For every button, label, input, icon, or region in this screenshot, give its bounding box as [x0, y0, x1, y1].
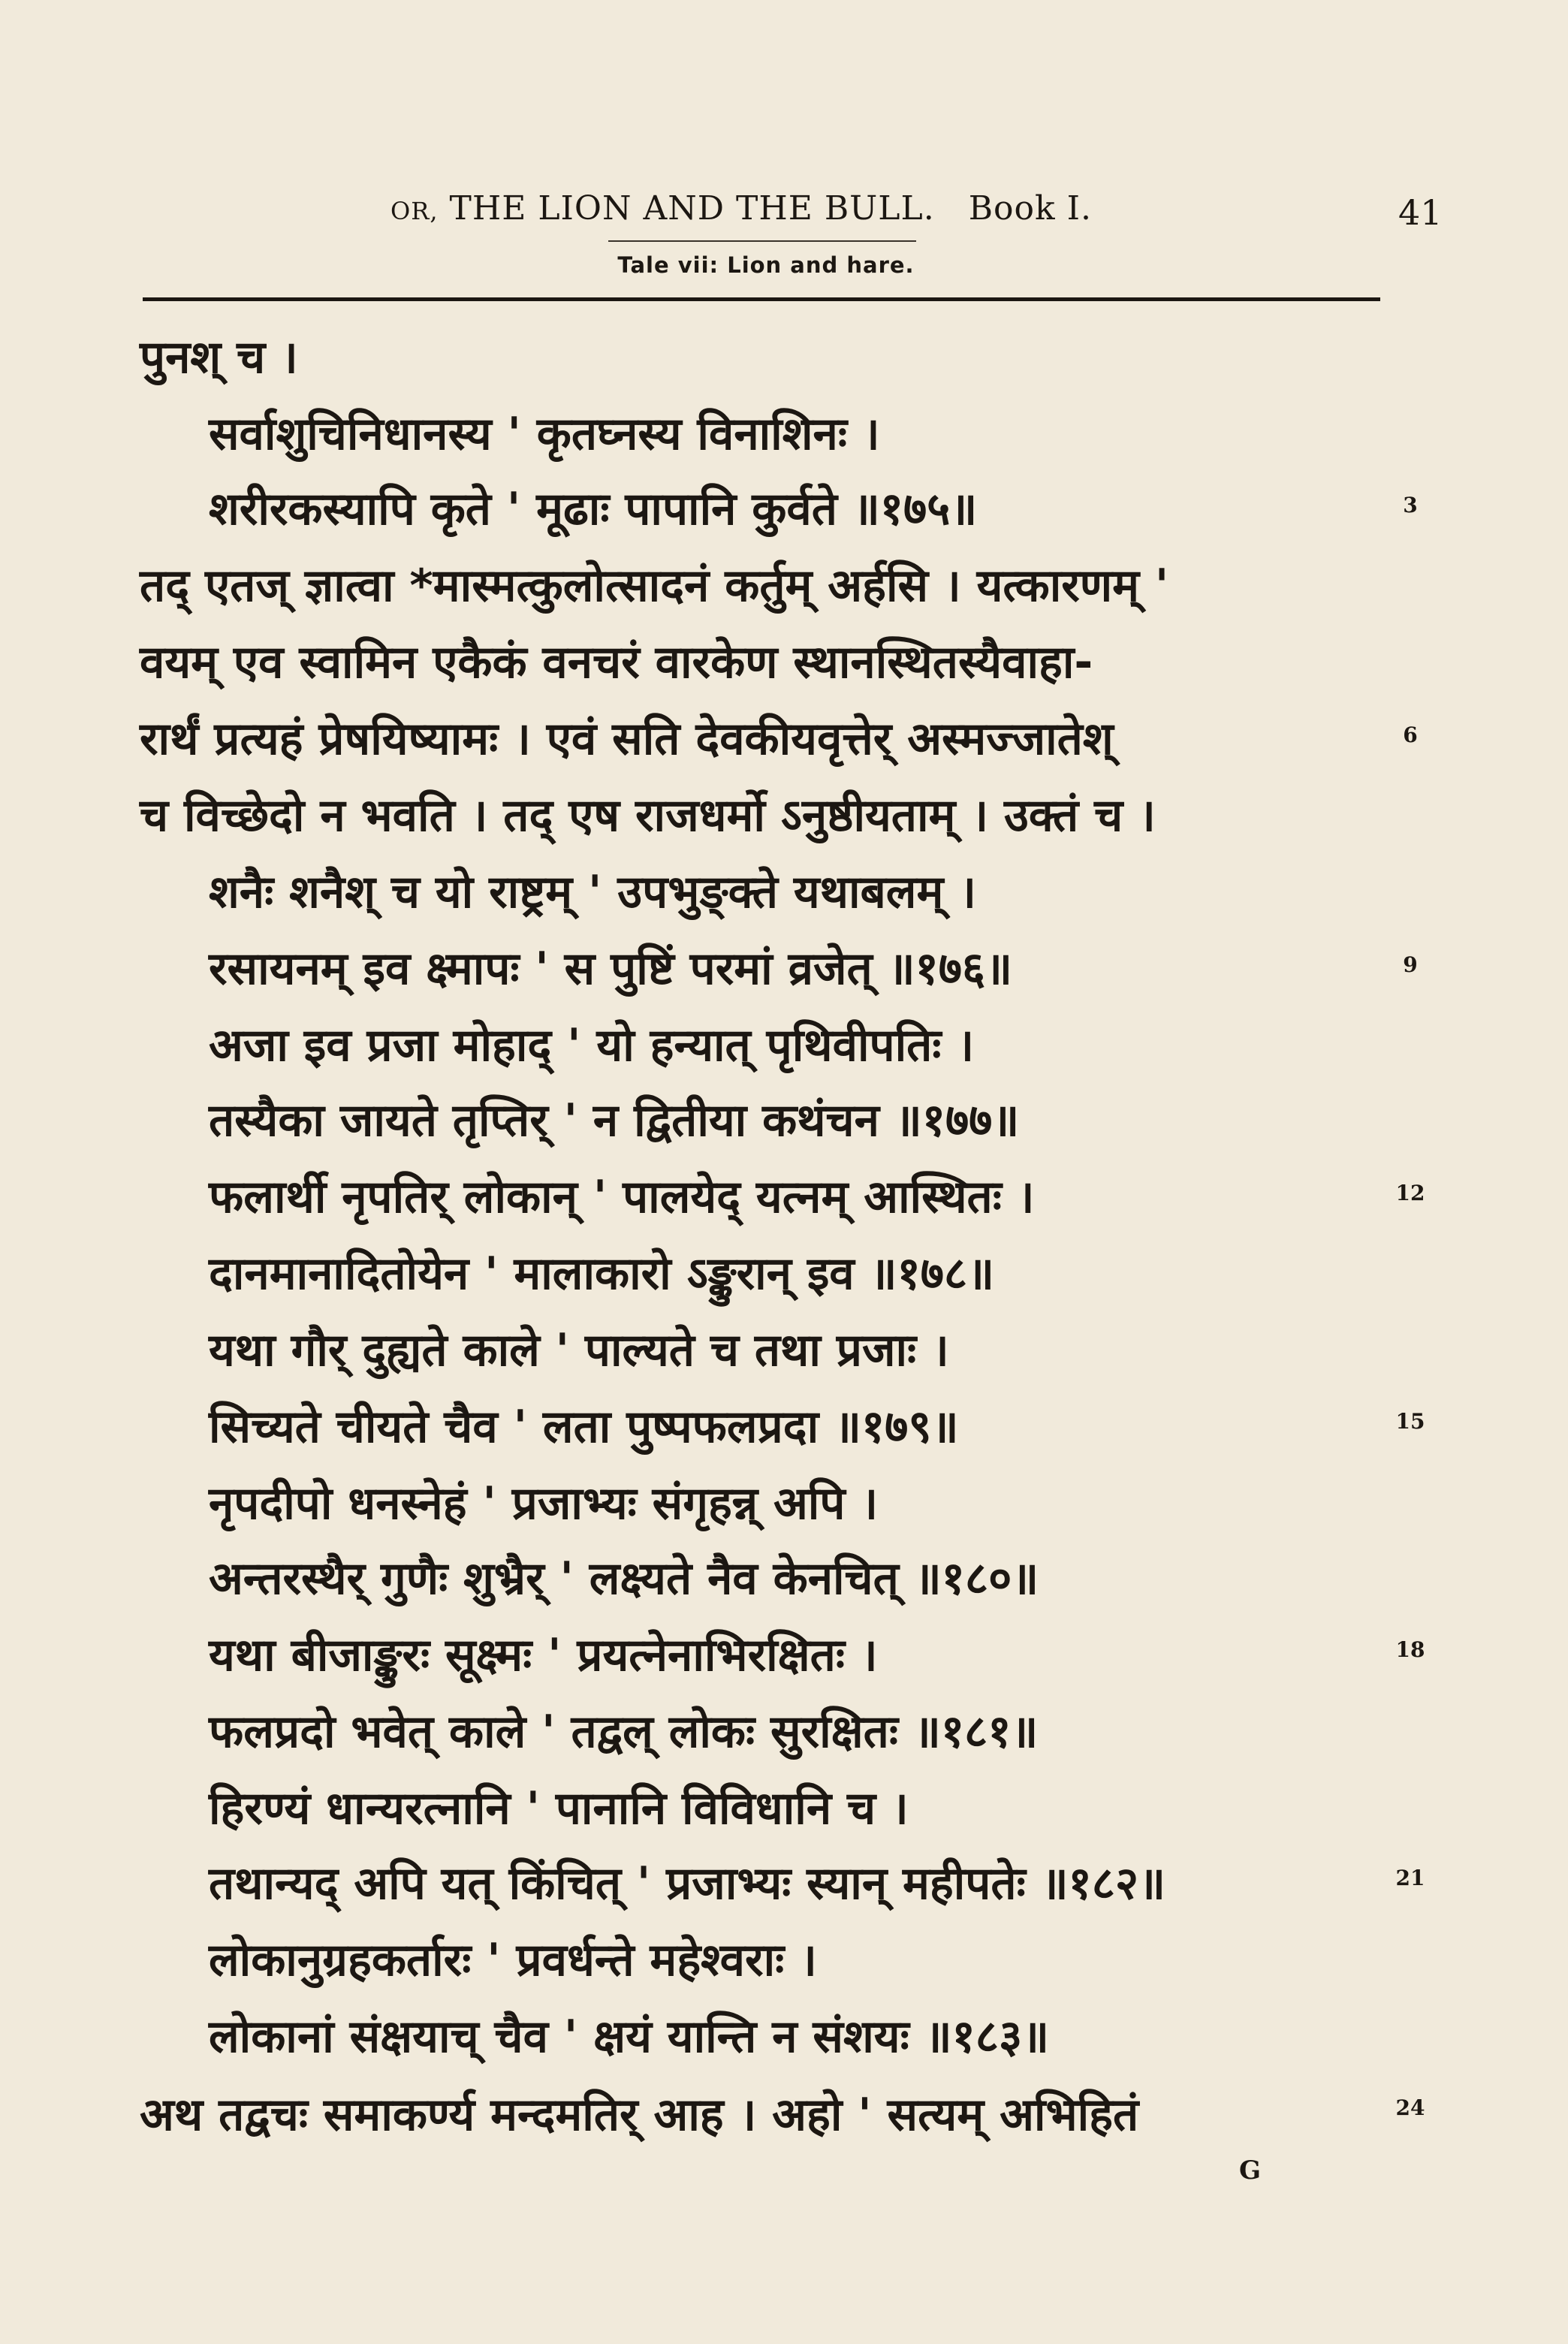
header-title: THE LION AND THE BULL.	[449, 189, 935, 228]
page-number: 41	[1398, 192, 1443, 233]
verse-line: शनैः शनैश् च यो राष्ट्रम् ' उपभुङ्क्ते यथाबलम् ।	[209, 866, 976, 919]
text-line: वयम् एव स्वामिन एकैकं वनचरं वारकेण स्थानस्थितस्यैवाहा-	[140, 636, 1093, 689]
header-rule	[143, 297, 1380, 301]
line-number: 9	[1403, 952, 1418, 977]
line-number: 24	[1395, 2095, 1425, 2120]
verse-line: नृपदीपो धनस्नेहं ' प्रजाभ्यः संगृहन्न् अपि ।	[209, 1477, 879, 1530]
line-number: 21	[1395, 1866, 1425, 1890]
verse-line: शरीरकस्यापि कृते ' मूढाः पापानि कुर्वते ॥१७५॥	[209, 483, 978, 535]
verse-line: अजा इव प्रजा मोहाद् ' यो हन्यात् पृथिवीपतिः ।	[209, 1019, 975, 1072]
verse-line: अन्तरस्थैर् गुणैः शुभ्रैर् ' लक्ष्यते नैव केनचित् ॥१८०॥	[209, 1552, 1039, 1605]
line-number: 18	[1395, 1637, 1425, 1662]
line-number: 15	[1395, 1409, 1425, 1434]
verse-line: हिरण्यं धान्यरत्नानि ' पानानि विविधानि च ।	[209, 1782, 909, 1835]
verse-line: फलप्रदो भवेत् काले ' तद्वल् लोकः सुरक्षितः ॥१८१॥	[209, 1706, 1039, 1758]
line-number: 3	[1403, 493, 1418, 517]
header-book: Book I.	[968, 189, 1093, 228]
line-number: 6	[1403, 723, 1418, 747]
verse-line: यथा बीजाङ्कुरः सूक्ष्मः ' प्रयत्नेनाभिरक्षितः ।	[209, 1629, 878, 1682]
header-prefix: OR,	[390, 197, 439, 225]
verse-line: लोकानुग्रहकर्तारः ' प्रवर्धन्ते महेश्वराः ।	[209, 1934, 817, 1987]
verse-line: फलार्थी नृपतिर् लोकान् ' पालयेद् यत्नम् आस्थितः ।	[209, 1171, 1035, 1223]
verse-line: सिच्यते चीयते चैव ' लता पुष्पफलप्रदा ॥१७९॥	[209, 1401, 959, 1453]
verse-line: तस्यैका जायते तृप्तिर् ' न द्वितीया कथंचन ॥१७७॥	[209, 1094, 1020, 1147]
line-number: 12	[1395, 1181, 1425, 1205]
verse-line: तथान्यद् अपि यत् किंचित् ' प्रजाभ्यः स्यान् महीपतेः ॥१८२॥	[209, 1857, 1166, 1910]
verse-line: लोकानां संक्षयाच् चैव ' क्षयं यान्ति न संशयः ॥१८३॥	[209, 2011, 1050, 2063]
signature-mark: G	[1239, 2155, 1262, 2186]
tale-subtitle: Tale vii: Lion and hare.	[617, 252, 915, 278]
verse-line: यथा गौर् दुह्यते काले ' पाल्यते च तथा प्रजाः ।	[209, 1324, 949, 1377]
text-line: पुनश् च ।	[140, 331, 298, 384]
text-line: रार्थं प्रत्यहं प्रेषयिष्यामः । एवं सति देवकीयवृत्तेर् अस्मज्जातेश्	[140, 713, 1114, 765]
header-short-rule	[608, 240, 916, 242]
verse-line: रसायनम् इव क्ष्मापः ' स पुष्टिं परमां व्रजेत् ॥१७६॥	[209, 943, 1013, 995]
verse-line: दानमानादितोयेन ' मालाकारो ऽङ्कुरान् इव ॥१७८॥	[209, 1247, 995, 1300]
text-line: च विच्छेदो न भवति । तद् एष राजधर्मो ऽनुष्ठीयताम् । उक्तं च ।	[140, 789, 1156, 842]
verse-line: सर्वाशुचिनिधानस्य ' कृतघ्नस्य विनाशिनः ।	[209, 408, 880, 460]
text-line: तद् एतज् ज्ञात्वा *मास्मत्कुलोत्सादनं कर्तुम् अर्हसि । यत्कारणम् '	[140, 560, 1169, 612]
running-header	[390, 189, 1141, 228]
text-line: अथ तद्वचः समाकर्ण्य मन्दमतिर् आह । अहो ' सत्यम् अभिहितं	[140, 2089, 1139, 2141]
